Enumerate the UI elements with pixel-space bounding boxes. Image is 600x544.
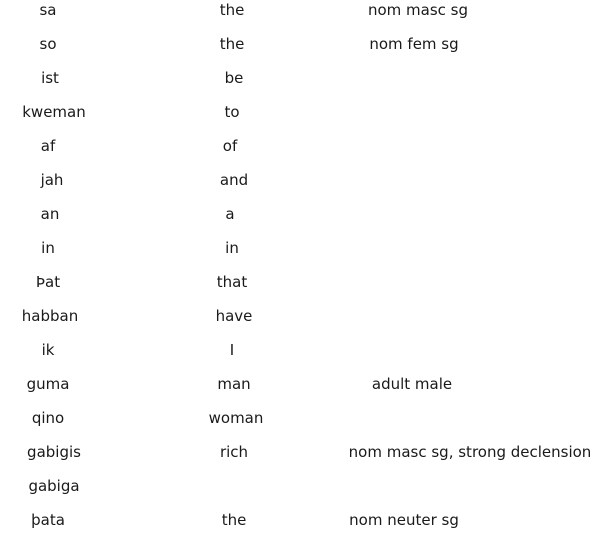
table-row: [0, 102, 600, 136]
table-row: [0, 306, 600, 340]
word-cell: guma: [26, 375, 70, 393]
word-cell: af: [40, 137, 56, 155]
table-row: [0, 374, 600, 408]
table-row: [0, 238, 600, 272]
gloss-cell: and: [219, 171, 249, 189]
note-cell: adult male: [371, 375, 453, 393]
table-row: [0, 204, 600, 238]
gloss-cell: be: [224, 69, 244, 87]
table-row: [0, 170, 600, 204]
gloss-cell: have: [215, 307, 253, 325]
word-cell: ist: [41, 69, 59, 87]
word-cell: Þat: [35, 273, 61, 291]
table-row: [0, 340, 600, 374]
table-row: [0, 442, 600, 476]
word-cell: an: [40, 205, 60, 223]
gloss-cell: to: [224, 103, 240, 121]
table-row: [0, 68, 600, 102]
table-row: [0, 272, 600, 306]
gloss-cell: the: [219, 35, 245, 53]
word-cell: so: [39, 35, 57, 53]
note-cell: nom neuter sg: [349, 511, 459, 529]
gloss-cell: the: [221, 511, 247, 529]
table-row: [0, 510, 600, 544]
gloss-cell: woman: [208, 409, 264, 427]
table-row: [0, 136, 600, 170]
gloss-cell: that: [216, 273, 248, 291]
table-row: [0, 0, 600, 34]
gloss-cell: man: [217, 375, 251, 393]
table-row: [0, 476, 600, 510]
note-cell: nom masc sg, strong declension: [348, 443, 592, 461]
table-row: [0, 34, 600, 68]
word-cell: in: [41, 239, 55, 257]
word-cell: kweman: [22, 103, 86, 121]
word-cell: gabiga: [28, 477, 80, 495]
word-cell: þata: [31, 511, 65, 529]
word-cell: jah: [40, 171, 64, 189]
gloss-cell: of: [222, 137, 238, 155]
table-row: [0, 408, 600, 442]
word-cell: ik: [41, 341, 55, 359]
note-cell: nom fem sg: [369, 35, 459, 53]
word-cell: qino: [31, 409, 65, 427]
word-cell: gabigis: [27, 443, 81, 461]
word-cell: habban: [21, 307, 79, 325]
gloss-cell: the: [219, 1, 245, 19]
gloss-cell: a: [225, 205, 235, 223]
gloss-cell: rich: [219, 443, 249, 461]
gloss-cell: in: [225, 239, 239, 257]
gloss-cell: I: [229, 341, 235, 359]
note-cell: nom masc sg: [367, 1, 469, 19]
word-cell: sa: [39, 1, 57, 19]
